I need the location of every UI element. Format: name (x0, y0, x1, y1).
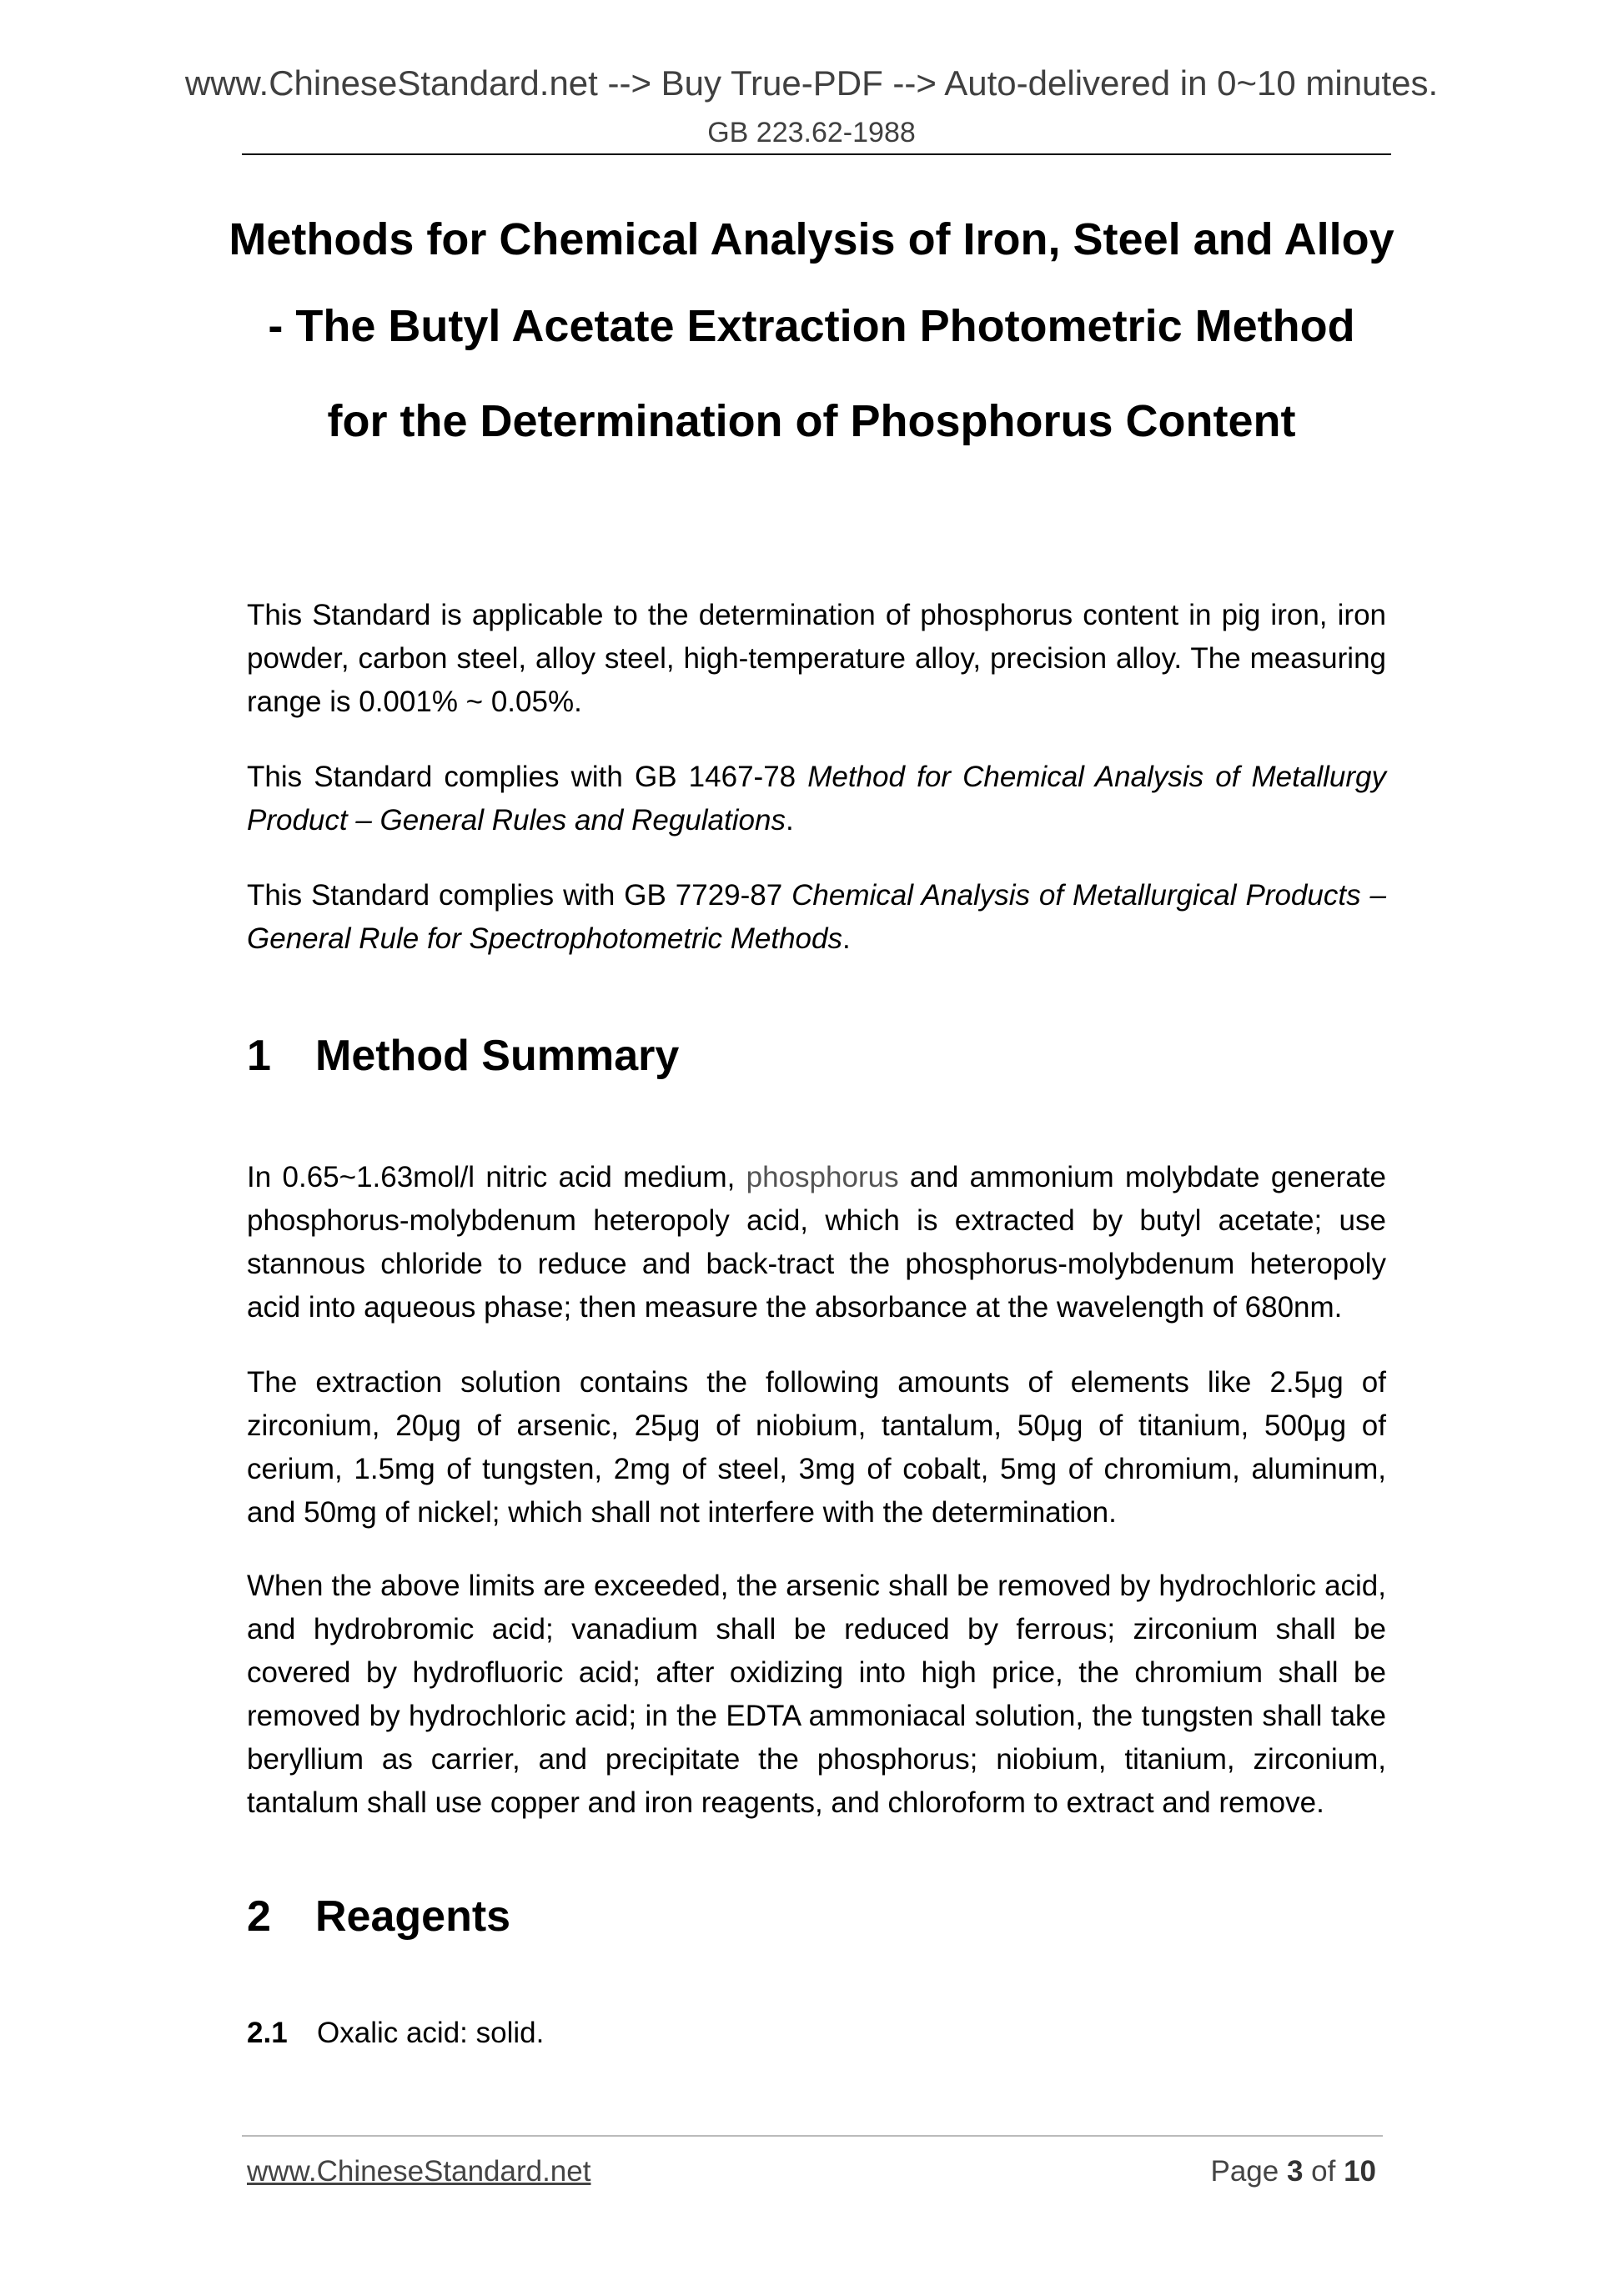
section-title: Reagents (315, 1892, 511, 1941)
document-title-line2: - The Butyl Acetate Extraction Photometric Method (268, 301, 1355, 351)
section-heading-reagents (247, 1892, 510, 1942)
summary-text: and ammonium molybdate generate phosphorus-molybdenum heteropoly acid, which is extracted by butyl acetate; use stannous chloride to reduce and back-tract the phosphorus-molybdenum heteropoly acid into aqueous phase; then measure the absorbance at the wavelength of 680nm. (247, 1161, 1386, 1324)
method-summary-paragraph-1 (247, 1156, 1386, 1329)
section-number: 2 (247, 1892, 271, 1941)
intro-paragraph-compliance-gb1467 (247, 756, 1386, 842)
footer-divider (242, 2135, 1383, 2137)
section-title: Method Summary (315, 1032, 680, 1080)
method-summary-paragraph-2: The extraction solution contains the following amounts of elements like 2.5μg of zirconium, 20μg of arsenic, 25μg of niobium, tantalum, 50μg of titanium, 500μg of cerium, 1.5mg of tungsten, 2mg of steel, 3mg of cobalt, 5mg of chromium, aluminum, and 50mg of nickel; which shall not interfere with the determination. (247, 1366, 1386, 1529)
compliance-suffix: . (785, 804, 794, 837)
page-indicator (1210, 2155, 1376, 2188)
reagent-item (247, 2017, 544, 2050)
compliance-suffix: . (842, 922, 851, 955)
item-number: 2.1 (247, 2017, 288, 2049)
section-heading-method-summary (247, 1031, 679, 1081)
summary-highlight-phosphorus: phosphorus (746, 1161, 899, 1193)
intro-paragraph-scope: This Standard is applicable to the determination of phosphorus content in pig iron, iron powder, carbon steel, alloy steel, high-temperature alloy, precision alloy. The measuring range is 0.001% ~ 0.05%. (247, 599, 1386, 718)
page-total: 10 (1344, 2155, 1376, 2188)
compliance-text: This Standard complies with GB 7729-87 (247, 879, 792, 912)
referenced-standard-title: Chemical Analysis of Metallurgical Products – General Rule for Spectrophotometric Methods (247, 879, 1386, 955)
document-title-line1: Methods for Chemical Analysis of Iron, Steel and Alloy (229, 214, 1394, 264)
page-prefix: Page (1210, 2155, 1287, 2188)
header-banner: www.ChineseStandard.net --> Buy True-PDF --> Auto-delivered in 0~10 minutes. (184, 63, 1439, 103)
item-text: Oxalic acid: solid. (317, 2017, 545, 2049)
page-current: 3 (1286, 2155, 1304, 2188)
header-divider (242, 153, 1391, 155)
intro-paragraph-compliance-gb7729 (247, 874, 1386, 961)
referenced-standard-title: Method for Chemical Analysis of Metallurgy Product – General Rules and Regulations (247, 761, 1386, 837)
page-mid: of (1303, 2155, 1344, 2188)
document-title-line3: for the Determination of Phosphorus Content (327, 396, 1296, 446)
standard-code: GB 223.62-1988 (707, 117, 916, 148)
summary-text: In 0.65~1.63mol/l nitric acid medium, (247, 1161, 746, 1193)
section-number: 1 (247, 1032, 271, 1080)
compliance-text: This Standard complies with GB 1467-78 (247, 761, 808, 793)
method-summary-paragraph-3: When the above limits are exceeded, the arsenic shall be removed by hydrochloric acid, and hydrobromic acid; vanadium shall be reduced by ferrous; zirconium shall be covered by hydrofluoric acid; after oxidizing into high price, the chromium shall be removed by hydrochloric acid; in the EDTA ammoniacal solution, the tungsten shall take beryllium as carrier, and precipitate the phosphorus; niobium, titanium, zirconium, tantalum shall use copper and iron reagents, and chloroform to extract and remove. (247, 1570, 1386, 1819)
footer-site-link[interactable]: www.ChineseStandard.net (247, 2155, 591, 2188)
